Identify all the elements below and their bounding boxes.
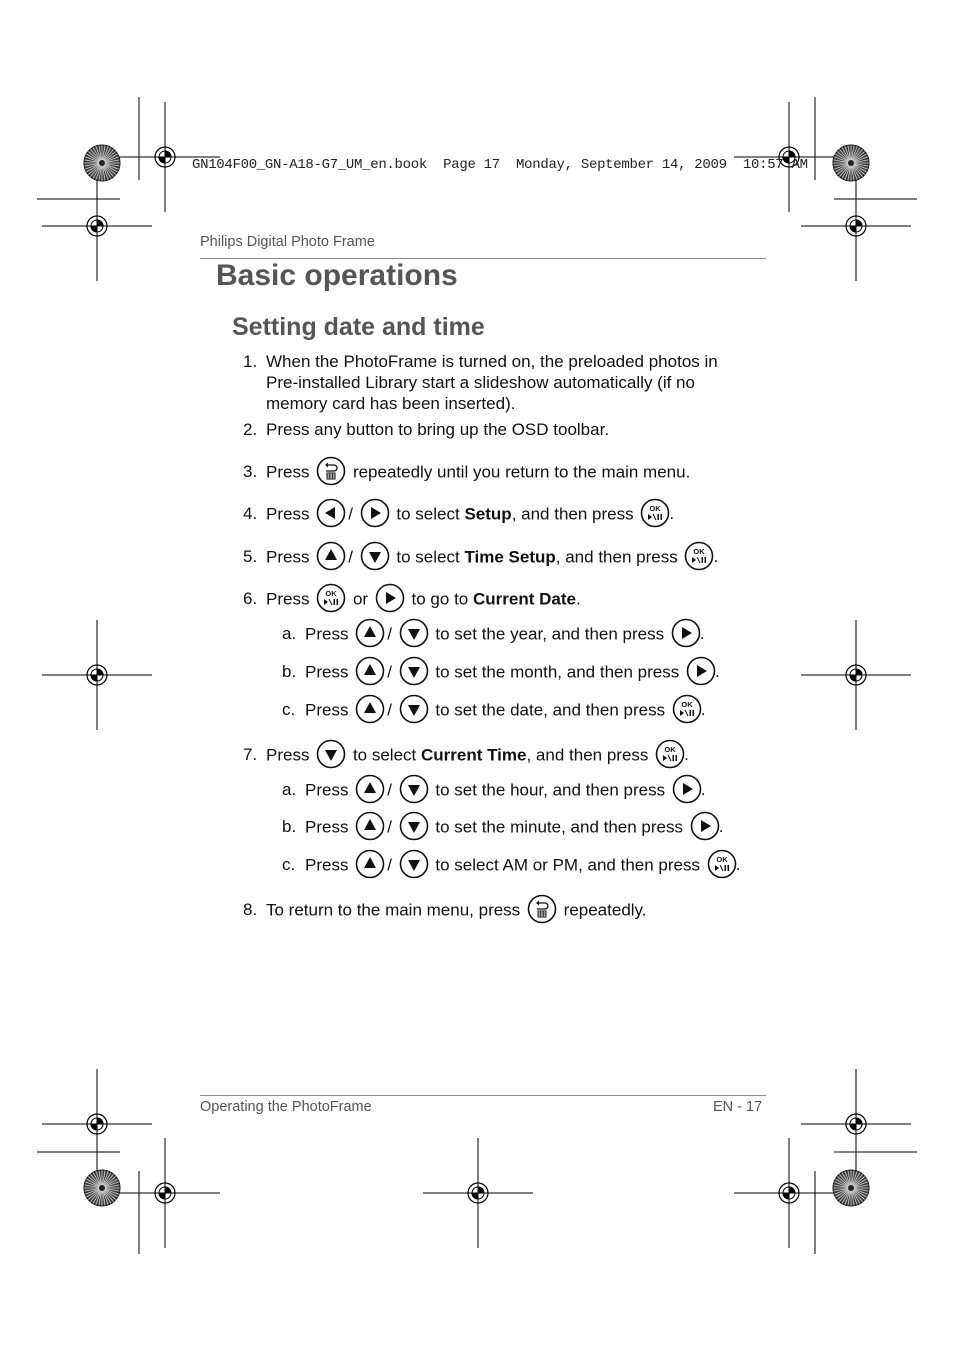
right-arrow-icon — [671, 618, 701, 648]
down-arrow-icon — [399, 774, 429, 804]
separator: / — [387, 700, 392, 720]
step-text: Press — [266, 504, 310, 524]
step-number: 4. — [243, 504, 258, 524]
period: . — [699, 624, 705, 644]
registration-mark — [801, 620, 911, 730]
step-text: , and then press — [511, 504, 634, 524]
separator: / — [387, 780, 392, 800]
step-text-line: When the PhotoFrame is turned on, the preloaded photos in — [266, 352, 718, 371]
up-arrow-icon — [355, 774, 385, 804]
star-target-mark — [84, 1170, 120, 1206]
up-arrow-icon — [355, 694, 385, 724]
step-text: repeatedly. — [563, 900, 647, 920]
ok-play-pause-icon — [707, 849, 737, 879]
step-text: Press — [305, 662, 349, 682]
step-1 — [243, 351, 763, 414]
period: . — [669, 504, 675, 524]
period: . — [714, 662, 720, 682]
step-text: Press — [305, 817, 349, 837]
step-text: to set the minute, and then press — [435, 817, 684, 837]
separator: / — [387, 624, 392, 644]
footer-rule — [200, 1095, 766, 1096]
period: . — [735, 855, 741, 875]
down-arrow-icon — [399, 618, 429, 648]
separator: / — [387, 817, 392, 837]
menu-back-icon — [527, 894, 557, 924]
step-text: to select AM or PM, and then press — [435, 855, 700, 875]
separator: / — [348, 504, 353, 524]
period: . — [700, 700, 706, 720]
step-text: Press — [305, 780, 349, 800]
down-arrow-icon — [399, 849, 429, 879]
step-text: to set the date, and then press — [435, 700, 666, 720]
down-arrow-icon — [316, 739, 346, 769]
up-arrow-icon — [355, 656, 385, 686]
svg-text:OK: OK — [325, 589, 337, 598]
step-text: Press — [305, 855, 349, 875]
step-7b — [282, 813, 723, 843]
period: . — [718, 817, 724, 837]
period: . — [713, 547, 719, 567]
step-text: , and then press — [526, 745, 649, 765]
step-5 — [243, 543, 718, 573]
up-arrow-icon — [316, 541, 346, 571]
step-text-line: memory card has been inserted). — [266, 394, 516, 413]
step-text: Press — [266, 589, 310, 609]
separator: / — [387, 662, 392, 682]
step-text: to select — [352, 745, 417, 765]
step-text: Press — [266, 462, 310, 482]
step-number: 7. — [243, 745, 258, 765]
registration-mark — [801, 171, 911, 281]
registration-mark — [42, 171, 152, 281]
step-3 — [243, 458, 690, 488]
step-6 — [243, 585, 581, 615]
step-number: 2. — [243, 420, 258, 439]
step-number: 3. — [243, 462, 258, 482]
step-text: to set the hour, and then press — [435, 780, 666, 800]
footer-chapter: Operating the PhotoFrame — [200, 1099, 372, 1115]
substep-letter: c. — [282, 700, 296, 720]
down-arrow-icon — [399, 811, 429, 841]
step-4 — [243, 500, 674, 530]
svg-text:OK: OK — [664, 745, 676, 754]
star-target-mark — [833, 1170, 869, 1206]
step-text: to set the year, and then press — [435, 624, 665, 644]
step-text: Press — [266, 547, 310, 567]
step-number: 6. — [243, 589, 258, 609]
ok-play-pause-icon — [684, 541, 714, 571]
separator: / — [387, 855, 392, 875]
step-text: Press — [266, 745, 310, 765]
step-text: Press — [305, 624, 349, 644]
step-text: or — [352, 589, 369, 609]
step-7a — [282, 776, 706, 806]
down-arrow-icon — [399, 694, 429, 724]
ok-play-pause-icon — [655, 739, 685, 769]
up-arrow-icon — [355, 849, 385, 879]
step-text: repeatedly until you return to the main menu. — [352, 462, 691, 482]
section-title: Setting date and time — [232, 313, 485, 341]
step-6b — [282, 658, 720, 688]
up-arrow-icon — [355, 811, 385, 841]
svg-text:OK: OK — [693, 547, 706, 556]
step-number: 5. — [243, 547, 258, 567]
step-6a — [282, 620, 705, 650]
right-arrow-icon — [672, 774, 702, 804]
step-number: 8. — [243, 900, 258, 920]
page-number: EN - 17 — [713, 1099, 763, 1115]
step-6c — [282, 696, 706, 726]
substep-letter: b. — [282, 662, 297, 682]
right-arrow-icon — [360, 498, 390, 528]
step-text: Press — [305, 700, 349, 720]
running-head: Philips Digital Photo Frame — [200, 234, 375, 250]
substep-letter: b. — [282, 817, 297, 837]
registration-mark — [734, 1138, 844, 1248]
registration-mark — [801, 1069, 911, 1179]
ok-play-pause-icon — [316, 583, 346, 613]
ok-play-pause-icon — [640, 498, 670, 528]
down-arrow-icon — [399, 656, 429, 686]
step-text: to go to — [411, 589, 469, 609]
ok-play-pause-icon — [672, 694, 702, 724]
svg-text:OK: OK — [681, 700, 693, 709]
step-text: Press any button to bring up the OSD toolbar. — [266, 420, 610, 439]
substep-letter: a. — [282, 624, 297, 644]
up-arrow-icon — [355, 618, 385, 648]
step-text-line: Pre-installed Library start a slideshow automatically (if no — [266, 373, 695, 392]
svg-text:OK: OK — [649, 504, 661, 513]
star-target-mark — [84, 145, 120, 181]
menu-back-icon — [316, 456, 346, 486]
star-target-mark — [833, 145, 869, 181]
menu-term: Current Time — [420, 745, 527, 765]
step-number: 1. — [243, 352, 258, 371]
print-slug: GN104F00_GN-A18-G7_UM_en.book Page 17 Monday, September 14, 2009 10:57 AM — [192, 157, 808, 173]
step-2 — [243, 419, 609, 440]
page-title: Basic operations — [216, 259, 458, 292]
down-arrow-icon — [360, 541, 390, 571]
step-text: , and then press — [555, 547, 678, 567]
right-arrow-icon — [686, 656, 716, 686]
step-text: to set the month, and then press — [435, 662, 680, 682]
period: . — [575, 589, 581, 609]
registration-mark — [110, 1138, 220, 1248]
period: . — [684, 745, 689, 765]
step-8 — [243, 896, 647, 926]
left-arrow-icon — [316, 498, 346, 528]
step-text: To return to the main menu, press — [266, 900, 521, 920]
separator: / — [348, 547, 353, 567]
registration-mark — [423, 1138, 533, 1248]
step-text: to select — [396, 547, 460, 567]
substep-letter: a. — [282, 780, 297, 800]
period: . — [700, 780, 706, 800]
registration-mark — [42, 620, 152, 730]
step-7 — [243, 741, 689, 771]
menu-term: Current Date — [472, 589, 576, 609]
right-arrow-icon — [690, 811, 720, 841]
substep-letter: c. — [282, 855, 296, 875]
step-text: to select — [396, 504, 460, 524]
menu-term: Time Setup — [464, 547, 556, 567]
svg-text:OK: OK — [716, 855, 728, 864]
right-arrow-icon — [375, 583, 405, 613]
registration-mark — [42, 1069, 152, 1179]
menu-term: Setup — [464, 504, 512, 524]
step-7c — [282, 851, 740, 881]
